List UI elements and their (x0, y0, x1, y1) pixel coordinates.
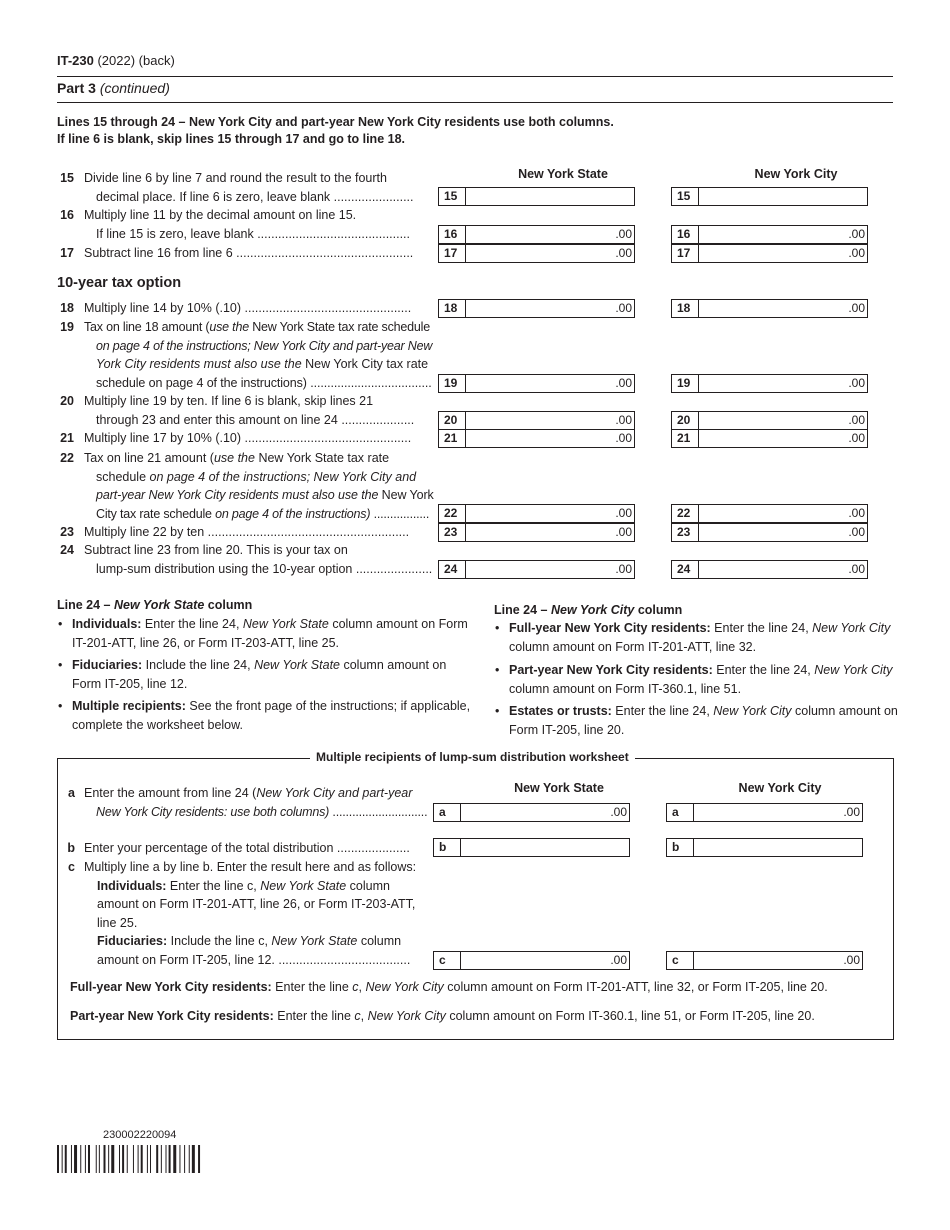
nyc-amount-field-b[interactable] (666, 838, 863, 857)
box-line-label: 16 (439, 226, 466, 243)
nyc-amount-field-23[interactable] (671, 523, 868, 542)
text-segment: column amount on Form IT-360.1, line 51, or Form IT-205, line 20. (445, 1009, 815, 1023)
text-segment: New York City (367, 1009, 446, 1023)
barcode-bar (57, 1145, 59, 1173)
barcode-bar (96, 1145, 97, 1173)
text-segment: column amount on Form IT-201-ATT, line 26, or Form IT-203-ATT, line 25. (72, 617, 468, 650)
barcode-bar (141, 1145, 143, 1173)
box-line-label: 24 (439, 561, 466, 578)
nys-amount-field-17[interactable] (438, 244, 635, 263)
line-number: 24 (60, 543, 74, 557)
line-number: 19 (60, 320, 74, 334)
notes-bullet (58, 656, 477, 694)
box-line-label: a (667, 804, 694, 821)
line-text (96, 411, 414, 430)
nyc-amount-field-16[interactable] (671, 225, 868, 244)
barcode-bar (119, 1145, 120, 1173)
box-value: .00 (848, 413, 865, 427)
box-value: .00 (610, 805, 627, 819)
text-segment: New York State tax rate (254, 451, 390, 465)
nys-amount-field-20[interactable] (438, 411, 635, 430)
box-line-label: 17 (672, 245, 699, 262)
nys-amount-field-23[interactable] (438, 523, 635, 542)
text-segment: Line 24 – (57, 598, 114, 612)
box-line-label: 22 (439, 505, 466, 522)
barcode-bar (99, 1145, 100, 1173)
text-segment: Individuals: (97, 878, 167, 893)
text-segment: Enter the line 24, (710, 621, 813, 635)
box-line-label: b (667, 839, 694, 856)
barcode-bar (74, 1145, 77, 1173)
form-year: (2022) (back) (93, 53, 175, 68)
notes-title (494, 603, 682, 617)
divider (57, 102, 893, 103)
box-line-label: 17 (439, 245, 466, 262)
line-text (96, 468, 416, 487)
nys-amount-field-15[interactable] (438, 187, 635, 206)
line-text (84, 429, 411, 448)
barcode-bar (85, 1145, 86, 1173)
nys-amount-field-24[interactable] (438, 560, 635, 579)
text-segment: New York City (713, 704, 792, 718)
line-text (84, 392, 373, 411)
line-text (84, 206, 356, 225)
box-value: .00 (848, 301, 865, 315)
instruction-line: If line 6 is blank, skip lines 15 through 17 and go to line 18. (57, 132, 405, 146)
line-text (96, 355, 428, 374)
text-segment: See the front page of the instructions; if applicable, complete the worksheet below. (72, 699, 471, 732)
box-line-label: 19 (672, 375, 699, 392)
text-segment: Include the line c, (167, 934, 272, 949)
box-line-label: 23 (672, 524, 699, 541)
box-value: .00 (610, 953, 627, 967)
line-text (84, 299, 411, 318)
text-segment: New York State (260, 878, 347, 893)
box-value: .00 (615, 227, 632, 241)
text-segment: New York State (242, 617, 329, 631)
box-line-label: c (434, 952, 461, 969)
text-segment: lump-sum distribution using the 10-year option ...................... (96, 561, 433, 576)
text-segment: Enter the line 24, (611, 704, 714, 718)
box-line-label: 18 (672, 300, 699, 317)
barcode-bar (156, 1145, 158, 1173)
box-value: .00 (615, 246, 632, 260)
barcode-image (57, 1145, 239, 1173)
nyc-amount-field-19[interactable] (671, 374, 868, 393)
box-value: .00 (848, 431, 865, 445)
line-text (96, 505, 429, 524)
notes-bullet (495, 702, 909, 740)
text-segment: through 23 and enter this amount on line 24 ..................... (96, 412, 415, 427)
text-segment: Enter your percentage of the total distribution ..................... (84, 841, 410, 855)
notes-bullet (495, 619, 909, 657)
text-segment: , (360, 1009, 368, 1023)
line-text (84, 784, 412, 803)
text-segment: column amount on Form IT-201-ATT, line 32, or Form IT-205, line 20. (443, 980, 828, 994)
text-segment: amount on Form IT-205, line 12. ...................................... (97, 953, 411, 967)
nyc-amount-field-17[interactable] (671, 244, 868, 263)
line-text (84, 449, 389, 468)
barcode-bar (108, 1145, 109, 1173)
text-segment: New York City (550, 603, 635, 617)
barcode-bar (104, 1145, 106, 1173)
text-segment: Multiply line 14 by 10% (.10) ................................................ (84, 301, 412, 315)
text-segment: line 25. (97, 915, 138, 930)
line-text (96, 374, 432, 393)
line-number: b (67, 841, 75, 855)
text-segment: Enter the line 24, (141, 617, 243, 631)
text-segment: Enter the amount from line 24 ( (84, 786, 257, 800)
box-line-label: 23 (439, 524, 466, 541)
text-segment: part-year New York City residents must also use the (96, 488, 379, 502)
box-line-label: 21 (672, 430, 699, 447)
nyc-amount-field-15[interactable] (671, 187, 868, 206)
box-value: .00 (843, 953, 860, 967)
nys-amount-field-c[interactable] (433, 951, 630, 970)
text-segment: Part-year New York City residents: (70, 1009, 274, 1023)
nys-amount-field-a[interactable] (433, 803, 630, 822)
form-id: IT-230 (57, 53, 94, 68)
line-number: c (68, 860, 75, 874)
nys-amount-field-22[interactable] (438, 504, 635, 523)
text-segment: New York (378, 488, 434, 502)
text-segment: New York City and part-year (256, 786, 413, 800)
text-segment: column amount on Form IT-360.1, line 51. (509, 682, 742, 696)
line-text (84, 541, 348, 560)
text-segment: on page 4 of the instructions; New York City and (146, 469, 417, 484)
worksheet-column-header-nys: New York State (514, 781, 604, 795)
text-segment: column (346, 878, 390, 893)
line-text (97, 932, 401, 951)
barcode-bar (138, 1145, 139, 1173)
part-label: Part 3 (57, 80, 96, 96)
text-segment: Subtract line 16 from line 6 ................................................... (84, 246, 414, 260)
box-line-label: 18 (439, 300, 466, 317)
part-title (57, 80, 170, 96)
box-value: .00 (848, 376, 865, 390)
text-segment: .................................... (306, 375, 432, 390)
text-segment: Fiduciaries: (72, 658, 143, 672)
barcode-bar (147, 1145, 148, 1173)
line-text (96, 486, 434, 505)
text-segment: Tax on line 18 amount ( (84, 320, 210, 334)
box-line-label: c (667, 952, 694, 969)
box-value: .00 (615, 376, 632, 390)
text-segment: Subtract line 23 from line 20. This is your tax on (84, 543, 348, 557)
barcode-bar (192, 1145, 195, 1173)
line-number: 20 (60, 394, 74, 408)
bullet-dot: • (495, 704, 500, 718)
text-segment: Divide line 6 by line 7 and round the result to the fourth (84, 171, 387, 185)
text-segment: on page 4 of the instructions) (145, 375, 307, 390)
line-text (84, 858, 416, 877)
barcode-bar (198, 1145, 200, 1173)
barcode-bar (111, 1145, 114, 1173)
text-segment: New York State (271, 934, 358, 949)
nyc-amount-field-21[interactable] (671, 429, 868, 448)
text-segment: schedule (96, 469, 147, 484)
box-value: .00 (615, 301, 632, 315)
box-line-label: b (434, 839, 461, 856)
line-text (96, 337, 432, 356)
text-segment: Full-year New York City residents: (509, 621, 711, 635)
divider (57, 76, 893, 77)
barcode-bar (133, 1145, 134, 1173)
barcode-bar (189, 1145, 190, 1173)
barcode-bar (184, 1145, 185, 1173)
notes-bullet (58, 615, 477, 653)
text-segment: Multiply line 19 by ten. If line 6 is blank, skip lines 21 (84, 394, 374, 408)
box-line-label: 19 (439, 375, 466, 392)
text-segment: New York City (812, 621, 891, 635)
barcode-bar (179, 1145, 180, 1173)
text-segment: Enter the line 24, (712, 663, 815, 677)
line-number: 21 (60, 431, 74, 445)
line-number: 17 (60, 246, 74, 260)
text-segment: ................. (370, 506, 430, 521)
barcode-bar (169, 1145, 171, 1173)
line-text (96, 225, 410, 244)
text-segment: Enter the line (271, 980, 353, 994)
text-segment: column amount on Form IT-201-ATT, line 32. (509, 640, 757, 654)
nyc-amount-field-20[interactable] (671, 411, 868, 430)
text-segment: Multiply line 11 by the decimal amount on line 15. (84, 208, 357, 222)
text-segment: use the (209, 320, 249, 334)
box-value: .00 (848, 246, 865, 260)
bullet-dot: • (495, 621, 500, 635)
text-segment: Part-year New York City residents: (509, 663, 713, 677)
line-number: 16 (60, 208, 74, 222)
text-segment: column (634, 603, 683, 617)
text-segment: If line 15 is zero, leave blank ............................................ (96, 226, 411, 241)
line-number: 22 (60, 451, 74, 465)
nys-amount-field-19[interactable] (438, 374, 635, 393)
text-segment: New York City (365, 980, 444, 994)
line-text (97, 895, 415, 914)
bullet-dot: • (58, 699, 63, 713)
text-segment: New York State (113, 598, 205, 612)
box-line-label: 16 (672, 226, 699, 243)
nys-amount-field-b[interactable] (433, 838, 630, 857)
text-segment: , (358, 980, 366, 994)
worksheet-column-header-nyc: New York City (738, 781, 822, 795)
nyc-amount-field-18[interactable] (671, 299, 868, 318)
box-value: .00 (848, 227, 865, 241)
text-segment: York City residents must also use the (96, 357, 302, 371)
box-value: .00 (843, 805, 860, 819)
text-segment: schedule (96, 375, 146, 390)
barcode-bar (166, 1145, 167, 1173)
box-line-label: a (434, 804, 461, 821)
line-text (96, 803, 427, 822)
line-text (97, 914, 137, 933)
box-value: .00 (848, 562, 865, 576)
text-segment: New York City (814, 663, 893, 677)
bullet-dot: • (58, 617, 63, 631)
line-text (96, 560, 432, 579)
text-segment: column amount on Form IT-205, line 12. (72, 658, 447, 691)
line-number: 15 (60, 171, 74, 185)
text-segment: on page 4 of the instructions) (211, 506, 371, 521)
box-line-label: 20 (439, 412, 466, 429)
box-line-label: 21 (439, 430, 466, 447)
text-segment: column amount on Form IT-205, line 20. (509, 704, 898, 737)
text-segment: New York State tax rate schedule (248, 320, 430, 334)
barcode-bar (88, 1145, 90, 1173)
text-segment: New York City tax rate (301, 357, 429, 371)
notes-title (57, 598, 252, 612)
text-segment: c (352, 980, 359, 994)
box-line-label: 15 (672, 188, 699, 205)
barcode-number: 230002220094 (103, 1129, 177, 1141)
text-segment: Enter the line c, (166, 878, 261, 893)
worksheet-note (70, 980, 828, 994)
nyc-amount-field-22[interactable] (671, 504, 868, 523)
form-header (57, 53, 175, 68)
text-segment: Multiply line 17 by 10% (.10) ................................................ (84, 431, 412, 445)
text-segment: Enter the line (273, 1009, 355, 1023)
line-text (84, 318, 430, 337)
line-number: a (68, 786, 75, 800)
barcode-bar (127, 1145, 128, 1173)
nyc-amount-field-24[interactable] (671, 560, 868, 579)
line-text (84, 244, 413, 263)
line-number: 23 (60, 525, 74, 539)
line-text (97, 951, 410, 970)
box-value: .00 (848, 525, 865, 539)
nyc-amount-field-a[interactable] (666, 803, 863, 822)
barcode-bar (80, 1145, 81, 1173)
line-text (97, 877, 390, 896)
text-segment: City tax rate schedule (96, 506, 212, 521)
text-segment: Estates or trusts: (509, 704, 612, 718)
barcode-bar (71, 1145, 72, 1173)
text-segment: Include the line 24, (142, 658, 255, 672)
box-line-label: 24 (672, 561, 699, 578)
column-header-nyc: New York City (754, 167, 838, 181)
box-line-label: 22 (672, 505, 699, 522)
barcode-bar (150, 1145, 151, 1173)
text-segment: Multiply line a by line b. Enter the result here and as follows: (84, 860, 417, 874)
nys-amount-field-21[interactable] (438, 429, 635, 448)
nys-amount-field-18[interactable] (438, 299, 635, 318)
instruction-line: Lines 15 through 24 – New York City and part-year New York City residents use both columns. (57, 115, 614, 129)
text-segment: use the (213, 451, 255, 465)
text-segment: Individuals: (72, 617, 142, 631)
section-title: 10-year tax option (57, 275, 182, 291)
worksheet-note (70, 1009, 815, 1023)
line-text (84, 169, 387, 188)
worksheet-title: Multiple recipients of lump-sum distribution worksheet (310, 750, 635, 764)
barcode-bar (62, 1145, 63, 1173)
text-segment: New York State (254, 658, 340, 672)
line-number: 18 (60, 301, 74, 315)
nyc-amount-field-c[interactable] (666, 951, 863, 970)
part-note: (continued) (99, 80, 170, 96)
line-text (84, 839, 410, 858)
text-segment: on page 4 of the instructions; New York City and part-year New (96, 338, 433, 353)
text-segment: column (204, 598, 253, 612)
barcode-bar (173, 1145, 176, 1173)
text-segment: decimal place. If line 6 is zero, leave blank ....................... (96, 189, 414, 204)
box-value: .00 (615, 431, 632, 445)
barcode-bar (122, 1145, 124, 1173)
box-value: .00 (615, 562, 632, 576)
bullet-dot: • (58, 658, 63, 672)
barcode-bar (65, 1145, 67, 1173)
bullet-dot: • (495, 663, 500, 677)
text-segment: Multiply line 22 by ten .......................................................... (84, 525, 410, 539)
box-value: .00 (615, 413, 632, 427)
text-segment: Line 24 – (494, 603, 551, 617)
text-segment: Tax on line 21 amount ( (84, 451, 214, 465)
barcode-bar (161, 1145, 162, 1173)
text-segment: Full-year New York City residents: (70, 980, 272, 994)
text-segment: New York City residents: use both columns) (96, 804, 330, 819)
box-line-label: 20 (672, 412, 699, 429)
box-value: .00 (615, 506, 632, 520)
text-segment: amount on Form IT-201-ATT, line 26, or Form IT-203-ATT, (97, 897, 416, 912)
line-text (84, 523, 409, 542)
notes-bullet (495, 661, 909, 699)
line-text (96, 188, 414, 207)
text-segment: c (354, 1009, 361, 1023)
box-line-label: 15 (439, 188, 466, 205)
box-value: .00 (848, 506, 865, 520)
text-segment: ............................. (329, 804, 428, 819)
nys-amount-field-16[interactable] (438, 225, 635, 244)
text-segment: Multiple recipients: (72, 699, 186, 713)
text-segment: column (357, 934, 402, 949)
column-header-nys: New York State (518, 167, 608, 181)
notes-bullet (58, 697, 477, 735)
text-segment: Fiduciaries: (97, 934, 168, 949)
box-value: .00 (615, 525, 632, 539)
